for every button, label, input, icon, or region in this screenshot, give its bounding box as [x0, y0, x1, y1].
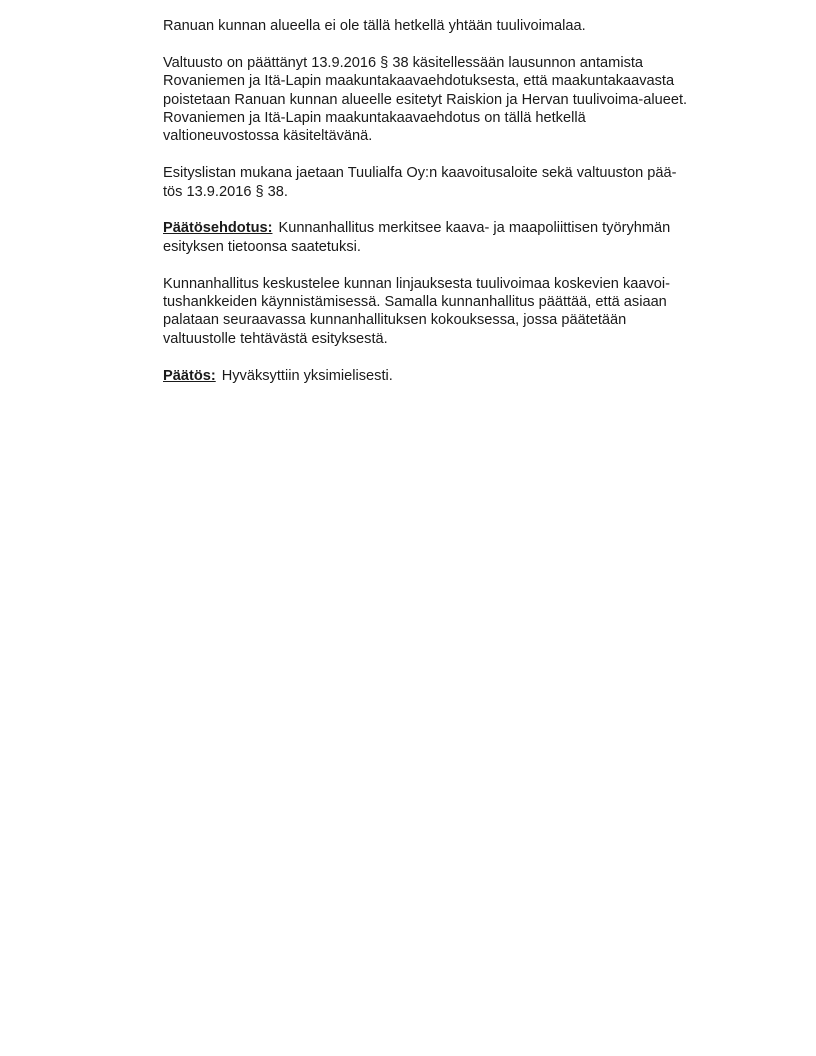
text-line: poistetaan Ranuan kunnan alueelle esitetyt Raiskion ja Hervan tuulivoima-alueet.: [163, 91, 688, 108]
paragraph-attachments: [163, 164, 753, 201]
paragraph-discussion: [163, 275, 753, 349]
proposal-text: Kunnanhallitus merkitsee kaava- ja maapoliittisen työryhmän: [278, 220, 671, 237]
decision-label: Päätös:: [163, 367, 216, 384]
decision-text: Hyväksyttiin yksimielisesti.: [221, 367, 393, 384]
text-line: tushankkeiden käynnistämisessä. Samalla kunnanhallitus päättää, että asiaan: [163, 294, 667, 311]
decision-line: [163, 367, 753, 385]
paragraph-council-decision: [163, 54, 753, 146]
proposal-line: [163, 219, 753, 237]
paragraph-current-status: [163, 17, 753, 35]
text-line: palataan seuraavassa kunnanhallituksen kokouksessa, jossa päätetään: [163, 312, 627, 329]
document-body: [163, 17, 753, 403]
text-line: Valtuusto on päättänyt 13.9.2016 § 38 käsitellessään lausunnon antamista: [163, 54, 644, 71]
text-line: Esityslistan mukana jaetaan Tuulialfa Oy:n kaavoitusaloite sekä valtuuston pää-: [163, 165, 677, 182]
text-line: Ranuan kunnan alueella ei ole tällä hetkellä yhtään tuulivoimalaa.: [163, 18, 586, 34]
paragraph-decision: [163, 367, 753, 385]
paragraph-proposal: [163, 219, 753, 256]
text-line: Rovaniemen ja Itä-Lapin maakuntakaavaehdotuksesta, että maakuntakaavasta: [163, 73, 675, 90]
text-line: Rovaniemen ja Itä-Lapin maakuntakaavaehdotus on tällä hetkellä: [163, 110, 586, 127]
text-line: valtuustolle tehtävästä esityksestä.: [163, 330, 388, 347]
text-line: valtioneuvostossa käsiteltävänä.: [163, 128, 373, 145]
proposal-label: Päätösehdotus:: [163, 220, 273, 237]
text-line: tös 13.9.2016 § 38.: [163, 183, 288, 200]
proposal-text-continued: esityksen tietoonsa saatetuksi.: [163, 238, 361, 255]
text-line: Kunnanhallitus keskustelee kunnan linjauksesta tuulivoimaa koskevien kaavoi-: [163, 275, 671, 292]
